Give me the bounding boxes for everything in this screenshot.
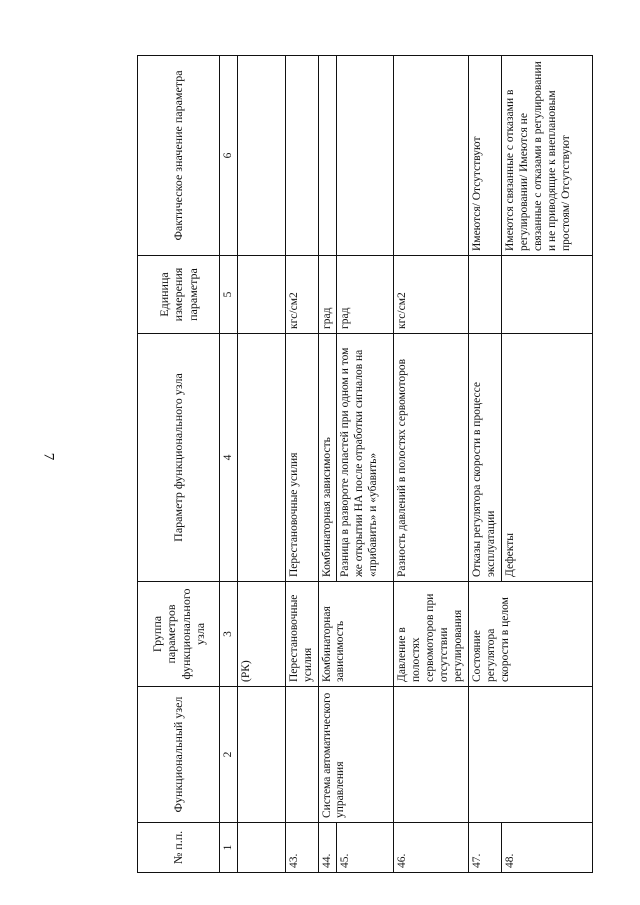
cell-group: Давление в полостях сервомоторов при отсутствии регулирования <box>394 582 469 687</box>
cell-group: Перестановочные усилия <box>286 582 319 687</box>
cell-number: 48. <box>502 823 593 873</box>
column-number: 6 <box>220 56 238 256</box>
cell-unit <box>502 256 593 334</box>
header-node: Функциональный узел <box>138 687 220 823</box>
cell-value <box>238 56 286 256</box>
table-row <box>238 56 286 873</box>
cell-node <box>394 687 469 823</box>
header-group: Группа параметров функционального узла <box>138 582 220 687</box>
cell-unit: град <box>337 256 394 334</box>
table-row <box>469 56 502 873</box>
column-number: 4 <box>220 334 238 582</box>
column-number: 2 <box>220 687 238 823</box>
cell-group: (РК) <box>238 582 286 687</box>
page-number: 7 <box>40 452 57 461</box>
table-row <box>394 56 469 873</box>
cell-value <box>337 56 394 256</box>
table-row <box>318 56 337 873</box>
column-number-row <box>220 56 238 873</box>
cell-number <box>238 823 286 873</box>
cell-node <box>238 687 286 823</box>
cell-unit: град <box>318 256 337 334</box>
cell-group: Состояние регулятора скорости в целом <box>469 582 593 687</box>
cell-node: Система автоматического управления <box>318 687 394 823</box>
rotated-table-container <box>137 56 583 873</box>
cell-group: Комбинаторная зависимость <box>318 582 394 687</box>
cell-value <box>318 56 337 256</box>
cell-number: 44. <box>318 823 337 873</box>
cell-node <box>469 687 593 823</box>
cell-value <box>394 56 469 256</box>
header-parameter: Параметр функционального узла <box>138 334 220 582</box>
cell-parameter: Дефекты <box>502 334 593 582</box>
table-row <box>286 56 319 873</box>
cell-value: Имеются связанные с отказами в регулировании/ Имеются не связанные с отказами в регулировании и не приводящие к внеплановым простоям/ Отсутствуют <box>502 56 593 256</box>
cell-number: 43. <box>286 823 319 873</box>
header-unit: Единица измерения параметра <box>138 256 220 334</box>
header-number: № п.п. <box>138 823 220 873</box>
cell-parameter: Комбинаторная зависимость <box>318 334 337 582</box>
cell-unit: кгс/см2 <box>394 256 469 334</box>
column-number: 1 <box>220 823 238 873</box>
cell-unit: кгс/см2 <box>286 256 319 334</box>
column-number: 3 <box>220 582 238 687</box>
cell-unit <box>469 256 502 334</box>
cell-number: 46. <box>394 823 469 873</box>
header-value: Фактическое значение параметра <box>138 56 220 256</box>
cell-number: 47. <box>469 823 502 873</box>
cell-parameter: Разница в развороте лопастей при одном и том же открытии НА после отработки сигналов на «прибавить» и «убавить» <box>337 334 394 582</box>
cell-unit <box>238 256 286 334</box>
cell-parameter: Перестановочные усилия <box>286 334 319 582</box>
cell-parameter <box>238 334 286 582</box>
parameters-table <box>137 55 593 873</box>
cell-value: Имеются/ Отсутствуют <box>469 56 502 256</box>
cell-node <box>286 687 319 823</box>
cell-parameter: Отказы регулятора скорости в процессе эксплуатации <box>469 334 502 582</box>
cell-number: 45. <box>337 823 394 873</box>
header-row <box>138 56 220 873</box>
cell-parameter: Разность давлений в полостях сервомоторов <box>394 334 469 582</box>
column-number: 5 <box>220 256 238 334</box>
cell-value <box>286 56 319 256</box>
